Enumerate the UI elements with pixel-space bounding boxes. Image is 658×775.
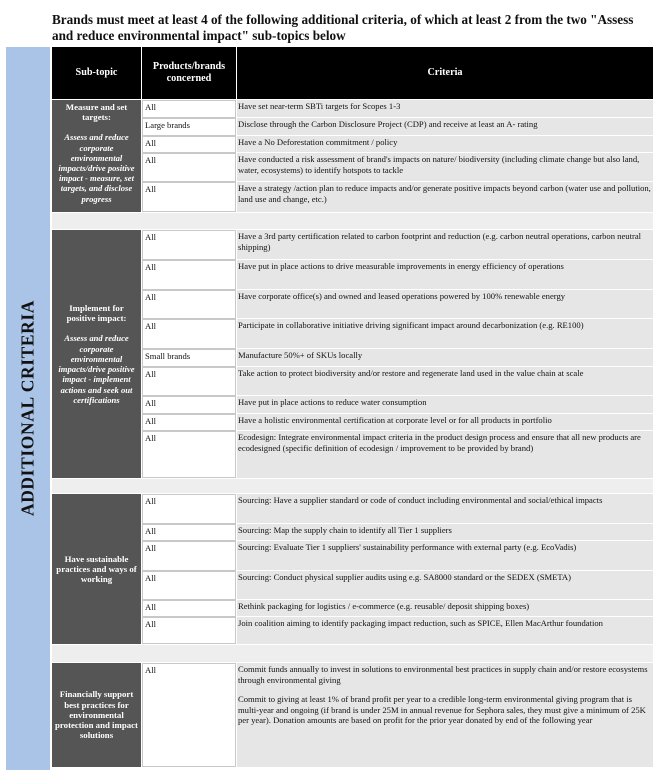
criteria-cell: Disclose through the Carbon Disclosure Project (CDP) and receive at least an A- rating [237, 118, 653, 135]
criteria-text: Commit funds annually to invest in solutions to environmental best practices in supply chain and/or restore ecosystems through environmental giving [238, 664, 648, 685]
product-cell: All [142, 290, 236, 319]
criteria-cell: Have set near-term SBTi targets for Scopes 1-3 [237, 100, 653, 117]
criteria-cell: Have a holistic environmental certification at corporate level or for all products in portfolio [237, 414, 653, 430]
product-cell: All [142, 663, 236, 767]
criteria-cell: Ecodesign: Integrate environmental impact criteria in the product design process and ensure that all new products are ecodesigned (specific definition of ecodesign / improvement to be provided by brand) [237, 431, 653, 478]
header-subtopic: Sub-topic [52, 47, 141, 99]
criteria-cell: Have conducted a risk assessment of brand's impacts on nature/ biodiversity (including climate change but also land, water, ecosystems) to identify hotspots to tackle [237, 153, 653, 181]
criteria-cell: Join coalition aiming to identify packaging impact reduction, such as SPICE, Ellen MacArthur foundation [237, 617, 653, 644]
product-cell: All [142, 319, 236, 349]
product-cell: All [142, 617, 236, 644]
additional-criteria-label: ADDITIONAL CRITERIA [17, 299, 38, 517]
product-cell: All [142, 367, 236, 396]
criteria-cell: Participate in collaborative initiative driving significant impact around decarbonization (e.g. RE100) [237, 319, 653, 348]
criteria-cell [237, 663, 653, 767]
criteria-cell: Sourcing: Have a supplier standard or code of conduct including environmental and social/ethical impacts [237, 494, 653, 523]
product-cell: All [142, 153, 236, 182]
criteria-cell: Take action to protect biodiversity and/or restore and regenerate land used in the value chain at scale [237, 367, 653, 395]
header-products: Products/brands concerned [142, 47, 236, 99]
subtopic-financial-support [52, 663, 141, 767]
product-cell: All [142, 541, 236, 571]
product-cell: Large brands [142, 118, 236, 136]
product-cell: All [142, 524, 236, 541]
subtopic-measure-set-targets [52, 100, 141, 212]
criteria-cell: Sourcing: Evaluate Tier 1 suppliers' sustainability performance with external party (e.g. EcoVadis) [237, 541, 653, 570]
criteria-cell: Sourcing: Conduct physical supplier audits using e.g. SA8000 standard or the SEDEX (SMETA) [237, 571, 653, 599]
product-cell: All [142, 396, 236, 414]
product-cell: Small brands [142, 349, 236, 367]
page-heading: Brands must meet at least 4 of the following additional criteria, of which at least 2 from the two "Assess and reduce environmental impact" sub-topics below [52, 12, 634, 43]
criteria-cell: Rethink packaging for logistics / e-commerce (e.g. reusable/ deposit shipping boxes) [237, 600, 653, 616]
criteria-cell: Sourcing: Map the supply chain to identify all Tier 1 suppliers [237, 524, 653, 540]
product-cell: All [142, 414, 236, 431]
subtopic-title: Financially support best practices for environmental protection and impact solutions [55, 689, 138, 741]
section-spacer [52, 479, 653, 493]
criteria-cell: Have corporate office(s) and owned and leased operations powered by 100% renewable energy [237, 290, 653, 318]
subtopic-title: Implement for positive impact: [66, 303, 127, 324]
header-criteria: Criteria [237, 47, 653, 99]
subtopic-title: Have sustainable practices and ways of working [56, 553, 137, 585]
product-cell: All [142, 571, 236, 600]
criteria-cell: Have a strategy /action plan to reduce impacts and/or generate positive impacts beyond carbon (water use and pollution, land use and change, etc.) [237, 182, 653, 212]
criteria-cell: Have a 3rd party certification related to carbon footprint and reduction (e.g. carbon neutral operations, carbon neutral shipping) [237, 230, 653, 259]
criteria-cell: Have a No Deforestation commitment / policy [237, 136, 653, 152]
subtopic-implement-positive-impact [52, 230, 141, 478]
criteria-cell: Manufacture 50%+ of SKUs locally [237, 349, 653, 366]
criteria-text: Commit to giving at least 1% of brand profit per year to a credible long-term environmental giving program that is multi-year and ongoing (if brand is under 25M in annual revenue for Sephora sales, they must give a minimum of 25K per year). Donation amounts are based on profit for the prior year donated by end of the following year [238, 694, 646, 726]
product-cell: All [142, 260, 236, 290]
subtopic-description: Assess and reduce corporate environmental impacts/drive positive impact - implement actions and seek out certifications [58, 333, 135, 405]
product-cell: All [142, 100, 236, 118]
product-cell: All [142, 136, 236, 153]
product-cell: All [142, 494, 236, 524]
product-cell: All [142, 230, 236, 260]
product-cell: All [142, 182, 236, 212]
criteria-cell: Have put in place actions to reduce water consumption [237, 396, 653, 413]
subtopic-sustainable-practices [52, 494, 141, 644]
product-cell: All [142, 600, 236, 617]
criteria-cell: Have put in place actions to drive measurable improvements in energy efficiency of operations [237, 260, 653, 289]
subtopic-title: Measure and set targets: [65, 102, 128, 123]
section-spacer [52, 213, 653, 229]
section-spacer [52, 645, 653, 662]
subtopic-description: Assess and reduce corporate environmental impacts/drive positive impact - measure, set targets, and disclose progress [58, 132, 135, 204]
product-cell: All [142, 431, 236, 478]
